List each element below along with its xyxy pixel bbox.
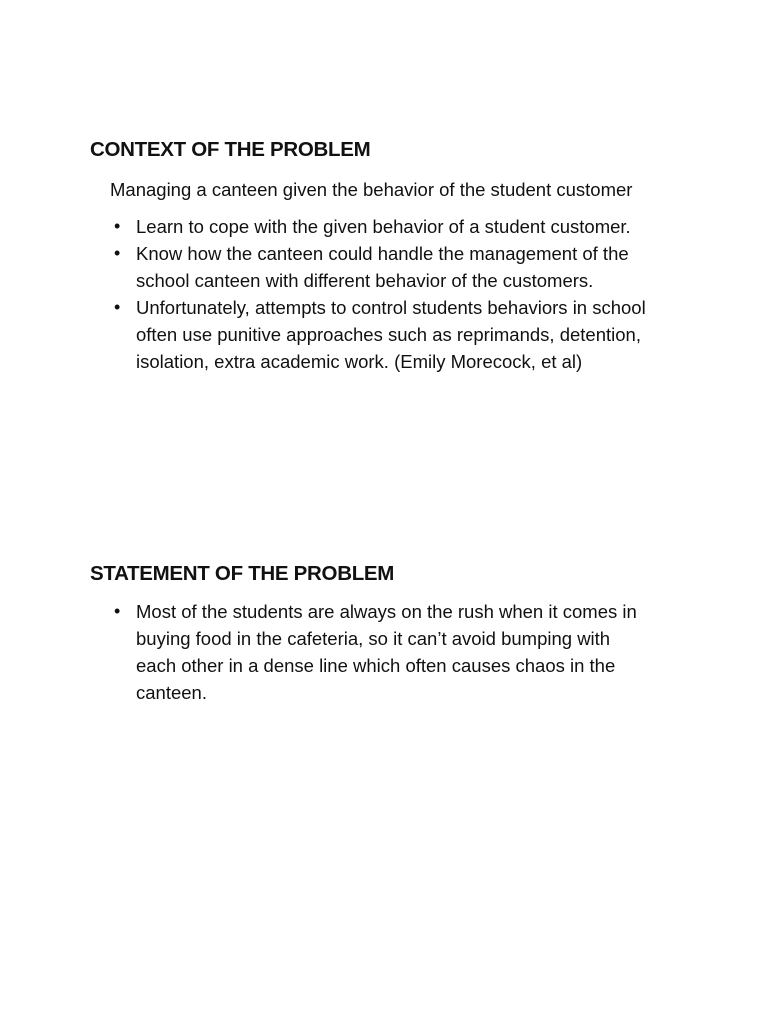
statement-heading: STATEMENT OF THE PROBLEM <box>90 562 395 585</box>
list-item <box>90 598 646 706</box>
context-heading: CONTEXT OF THE PROBLEM <box>90 138 371 161</box>
list-item <box>90 240 646 294</box>
statement-bullet-list <box>90 598 660 706</box>
list-item-text: Learn to cope with the given behavior of a student customer. <box>136 216 631 237</box>
context-intro: Managing a canteen given the behavior of the student customer <box>110 179 633 200</box>
list-item-text: Unfortunately, attempts to control students behaviors in school often use punitive approaches such as reprimands, detention, isolation, extra academic work. (Emily Morecock, et al) <box>136 297 646 372</box>
bullet-icon: • <box>114 297 121 317</box>
bullet-icon: • <box>114 243 121 263</box>
context-bullet-list <box>90 213 660 375</box>
list-item <box>90 213 646 240</box>
bullet-icon: • <box>114 216 121 236</box>
list-item-text: Know how the canteen could handle the management of the school canteen with different behavior of the customers. <box>136 243 629 291</box>
statement-section <box>90 560 660 706</box>
context-section <box>90 136 660 375</box>
list-item <box>90 294 646 375</box>
bullet-icon: • <box>114 601 121 621</box>
list-item-text: Most of the students are always on the rush when it comes in buying food in the cafeteria, so it can’t avoid bumping with each other in a dense line which often causes chaos in the canteen. <box>136 601 637 703</box>
